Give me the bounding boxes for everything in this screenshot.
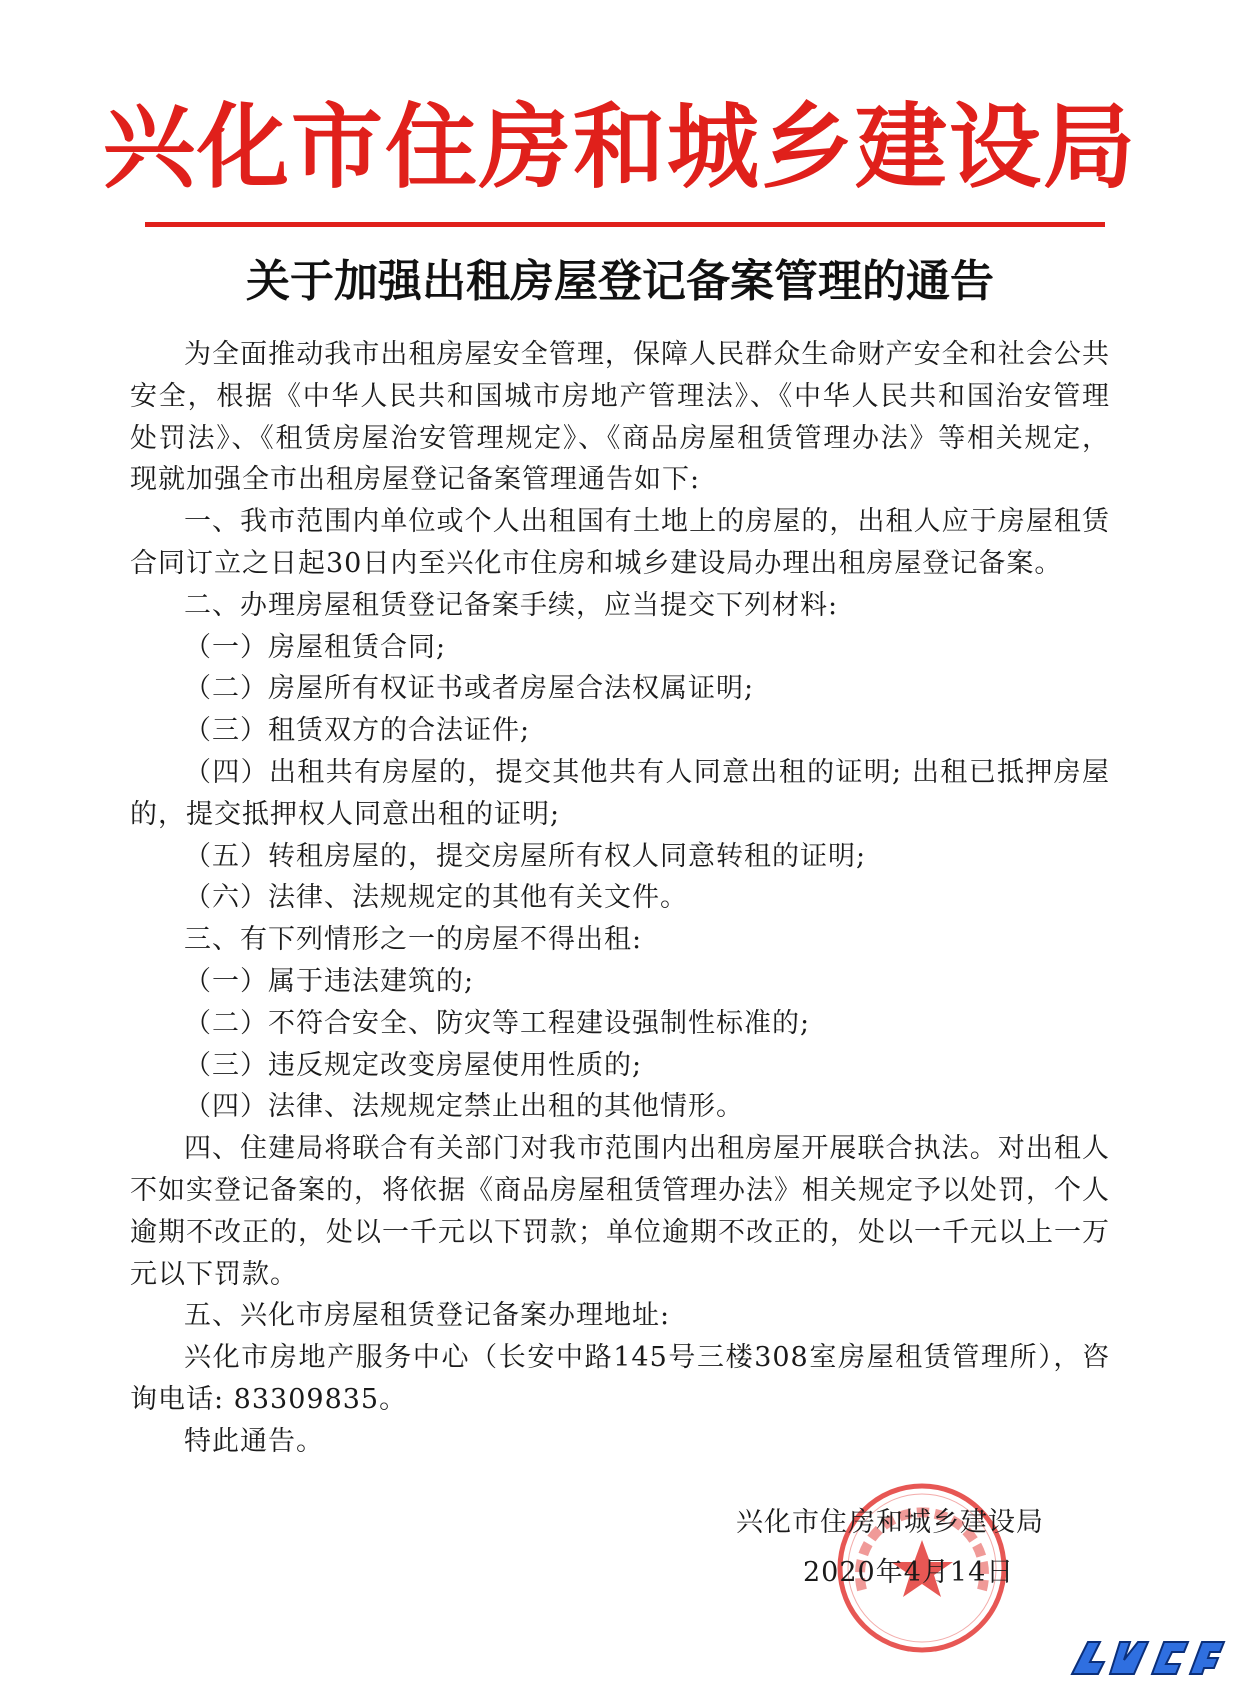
paragraph: 五、兴化市房屋租赁登记备案办理地址: bbox=[184, 1300, 671, 1332]
paragraph: （三）租赁双方的合法证件; bbox=[184, 715, 531, 747]
signature-block bbox=[736, 1502, 1056, 1588]
paragraph: （二）房屋所有权证书或者房屋合法权属证明; bbox=[184, 673, 755, 705]
paragraph: 兴化市房地产服务中心（长安中路145号三楼308室房屋租赁管理所），咨询电话: 83309835。 bbox=[130, 1342, 1110, 1415]
paragraph: （五）转租房屋的，提交房屋所有权人同意转租的证明; bbox=[184, 840, 867, 872]
paragraph: （六）法律、法规规定的其他有关文件。 bbox=[184, 882, 688, 914]
red-header-rule bbox=[145, 222, 1105, 227]
forum-watermark-logo bbox=[1068, 1634, 1228, 1682]
paragraph: （四）法律、法规规定禁止出租的其他情形。 bbox=[184, 1091, 744, 1123]
paragraph: 为全面推动我市出租房屋安全管理，保障人民群众生命财产安全和社会公共安全，根据《中华人民共和国城市房地产管理法》、《中华人民共和国治安管理处罚法》、《租赁房屋治安管理规定》、《商品房屋租赁管理办法》等相关规定，现就加强全市出租房屋登记备案管理通告如下: bbox=[130, 339, 1110, 496]
paragraph: （二）不符合安全、防灾等工程建设强制性标准的; bbox=[184, 1007, 811, 1039]
document-title: 关于加强出租房屋登记备案管理的通告 bbox=[246, 256, 994, 307]
paragraph: （一）房屋租赁合同; bbox=[184, 631, 447, 663]
signature-org: 兴化市住房和城乡建设局 bbox=[736, 1507, 1044, 1538]
paragraph: （一）属于违法建筑的; bbox=[184, 965, 475, 997]
paragraph: 二、办理房屋租赁登记备案手续，应当提交下列材料: bbox=[184, 589, 839, 621]
paragraph: （三）违反规定改变房屋使用性质的; bbox=[184, 1049, 643, 1081]
paragraph: 特此通告。 bbox=[184, 1425, 324, 1457]
paragraph: 一、我市范围内单位或个人出租国有土地上的房屋的，出租人应于房屋租赁合同订立之日起30日内至兴化市住房和城乡建设局办理出租房屋登记备案。 bbox=[130, 506, 1110, 579]
paragraph: 四、住建局将联合有关部门对我市范围内出租房屋开展联合执法。对出租人不如实登记备案的，将依据《商品房屋租赁管理办法》相关规定予以处罚，个人逾期不改正的，处以一千元以下罚款；单位逾期不改正的，处以一千元以上一万元以下罚款。 bbox=[130, 1133, 1110, 1290]
agency-header: 兴化市住房和城乡建设局 bbox=[102, 94, 1137, 201]
document-body bbox=[130, 334, 1110, 1463]
paragraph: （四）出租共有房屋的，提交其他共有人同意出租的证明; 出租已抵押房屋的，提交抵押权人同意出租的证明; bbox=[130, 756, 1110, 830]
paragraph: 三、有下列情形之一的房屋不得出租: bbox=[184, 924, 643, 956]
signature-date: 2020年4月14日 bbox=[803, 1557, 1015, 1588]
